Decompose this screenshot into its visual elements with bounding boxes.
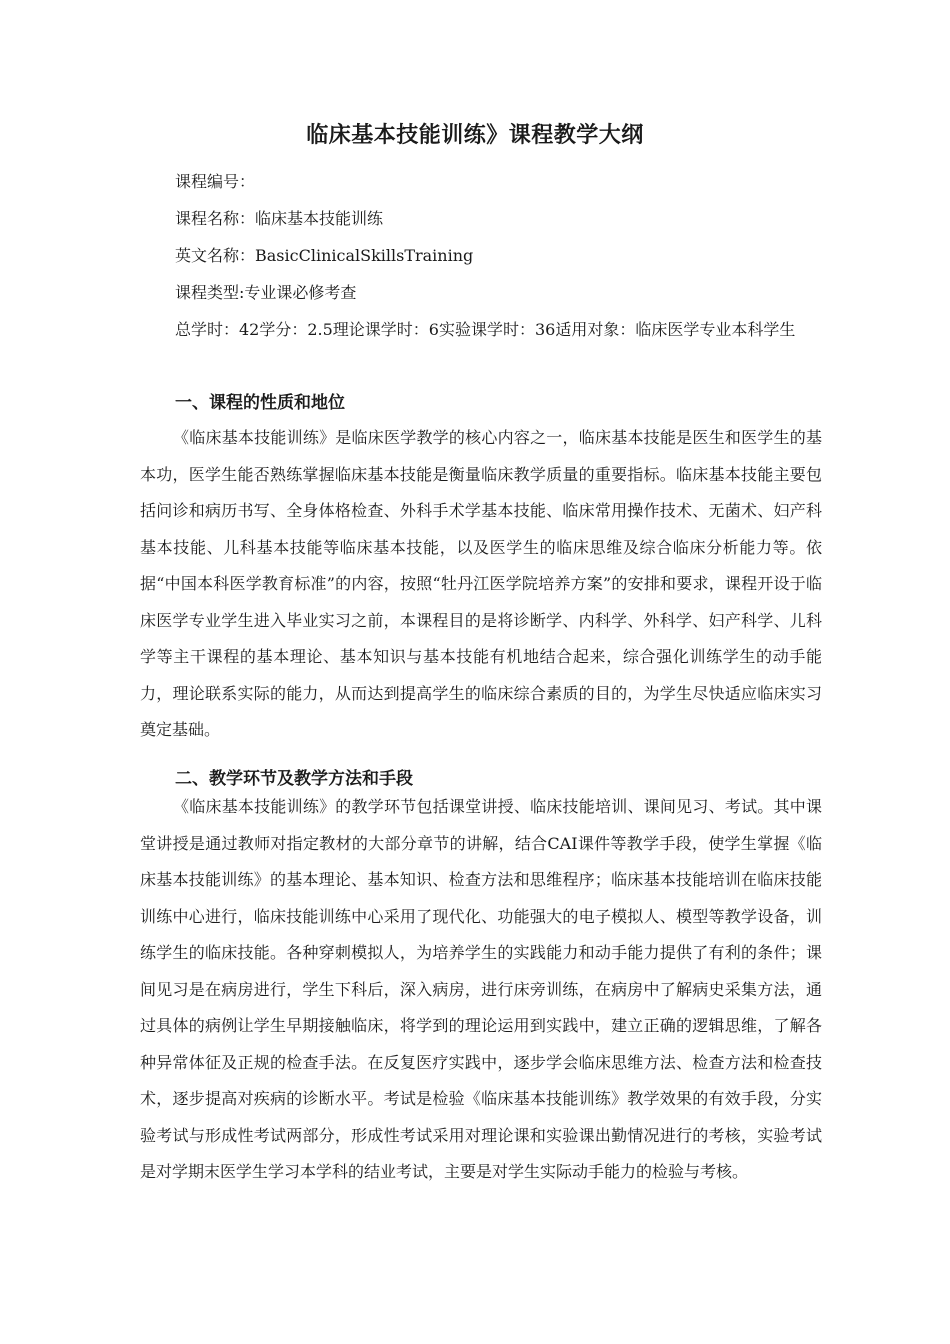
section-2-body: 《临床基本技能训练》的教学环节包括课堂讲授、临床技能培训、课间见习、考试。其中课堂讲授是通过教师对指定教材的大部分章节的讲解，结合CAI课件等教学手段，使学生掌握《临床基本技能训练》的基本理论、基本知识、检查方法和思维程序；临床基本技能培训在临床技能训练中心进行，临床技能训练中心采用了现代化、功能强大的电子模拟人、模型等教学设备，训练学生的临床技能。各种穿刺模拟人，为培养学生的实践能力和动手能力提供了有利的条件；课间见习是在病房进行，学生下科后，深入病房，进行床旁训练，在病房中了解病史采集方法，通过具体的病例让学生早期接触临床，将学到的理论运用到实践中，建立正确的逻辑思维，了解各种异常体征及正规的检查手法。在反复医疗实践中，逐步学会临床思维方法、检查方法和检查技术，逐步提高对疾病的诊断水平。考试是检验《临床基本技能训练》教学效果的有效手段，分实验考试与形成性考试两部分，形成性考试采用对理论课和实验课出勤情况进行的考核，实验考试是对学期末医学生学习本学科的结业考试，主要是对学生实际动手能力的检验与考核。 (140, 797, 822, 1181)
section-1-body: 《临床基本技能训练》是临床医学教学的核心内容之一，临床基本技能是医生和医学生的基本功，医学生能否熟练掌握临床基本技能是衡量临床教学质量的重要指标。临床基本技能主要包括问诊和病历书写、全身体格检查、外科手术学基本技能、临床常用操作技术、无菌术、妇产科基本技能、儿科基本技能等临床基本技能，以及医学生的临床思维及综合临床分析能力等。依据“中国本科医学教育标准”的内容，按照“牡丹江医学院培养方案”的安排和要求，课程开设于临床医学专业学生进入毕业实习之前，本课程目的是将诊断学、内科学、外科学、妇产科学、儿科学等主干课程的基本理论、基本知识与基本技能有机地结合起来，综合强化训练学生的动手能力，理论联系实际的能力，从而达到提高学生的临床综合素质的目的，为学生尽快适应临床实习奠定基础。 (140, 428, 822, 739)
course-type: 课程类型:专业课必修考查 (175, 283, 357, 302)
section-2-heading: 二、教学环节及教学方法和手段 (175, 769, 413, 789)
course-info (175, 163, 815, 348)
section-1-heading: 一、课程的性质和地位 (175, 393, 345, 413)
document-title: 临床基本技能训练》课程教学大纲 (306, 123, 644, 148)
course-hours: 总学时：42学分：2.5理论课学时：6实验课学时：36适用对象：临床医学专业本科学生 (175, 320, 796, 339)
course-name: 课程名称：临床基本技能训练 (175, 209, 384, 228)
english-name: 英文名称：BasicClinicalSkillsTraining (175, 246, 474, 265)
course-number: 课程编号： (175, 172, 256, 191)
